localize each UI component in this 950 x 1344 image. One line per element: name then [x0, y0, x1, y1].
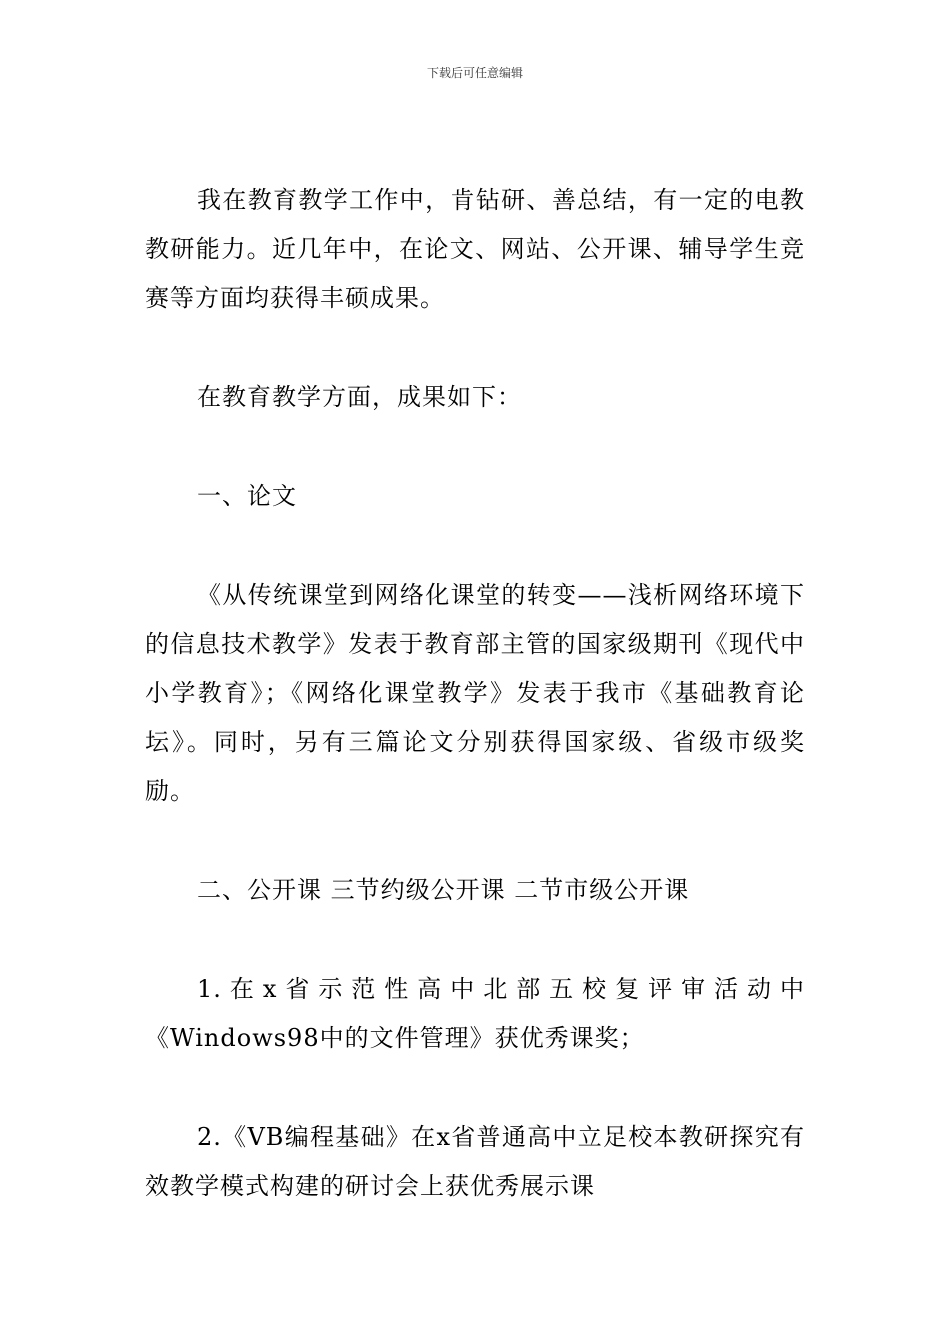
document-body — [145, 176, 805, 1261]
section-heading-papers: 一、论文 — [197, 482, 297, 510]
list-item-open-class-1: 1.在x省示范性高中北部五校复评审活动中《Windows98中的文件管理》获优秀课奖； — [145, 975, 805, 1052]
paragraph-achievements-heading: 在教育教学方面，成果如下： — [197, 383, 522, 411]
list-item-open-class-2: 2.《VB编程基础》在x省普通高中立足校本教研探究有效教学模式构建的研讨会上获优秀展示课 — [145, 1123, 805, 1200]
paragraph-intro: 我在教育教学工作中，肯钻研、善总结，有一定的电教教研能力。近几年中，在论文、网站、公开课、辅导学生竞赛等方面均获得丰硕成果。 — [145, 186, 805, 312]
paragraph-papers: 《从传统课堂到网络化课堂的转变——浅析网络环境下的信息技术教学》发表于教育部主管的国家级期刊《现代中小学教育》；《网络化课堂教学》发表于我市《基础教育论坛》。同时，另有三篇论文分别获得国家级、省级市级奖励。 — [145, 581, 805, 805]
section-heading-open-classes: 二、公开课 三节约级公开课 二节市级公开课 — [197, 876, 690, 904]
page-header: 下载后可任意编辑 — [426, 66, 523, 80]
